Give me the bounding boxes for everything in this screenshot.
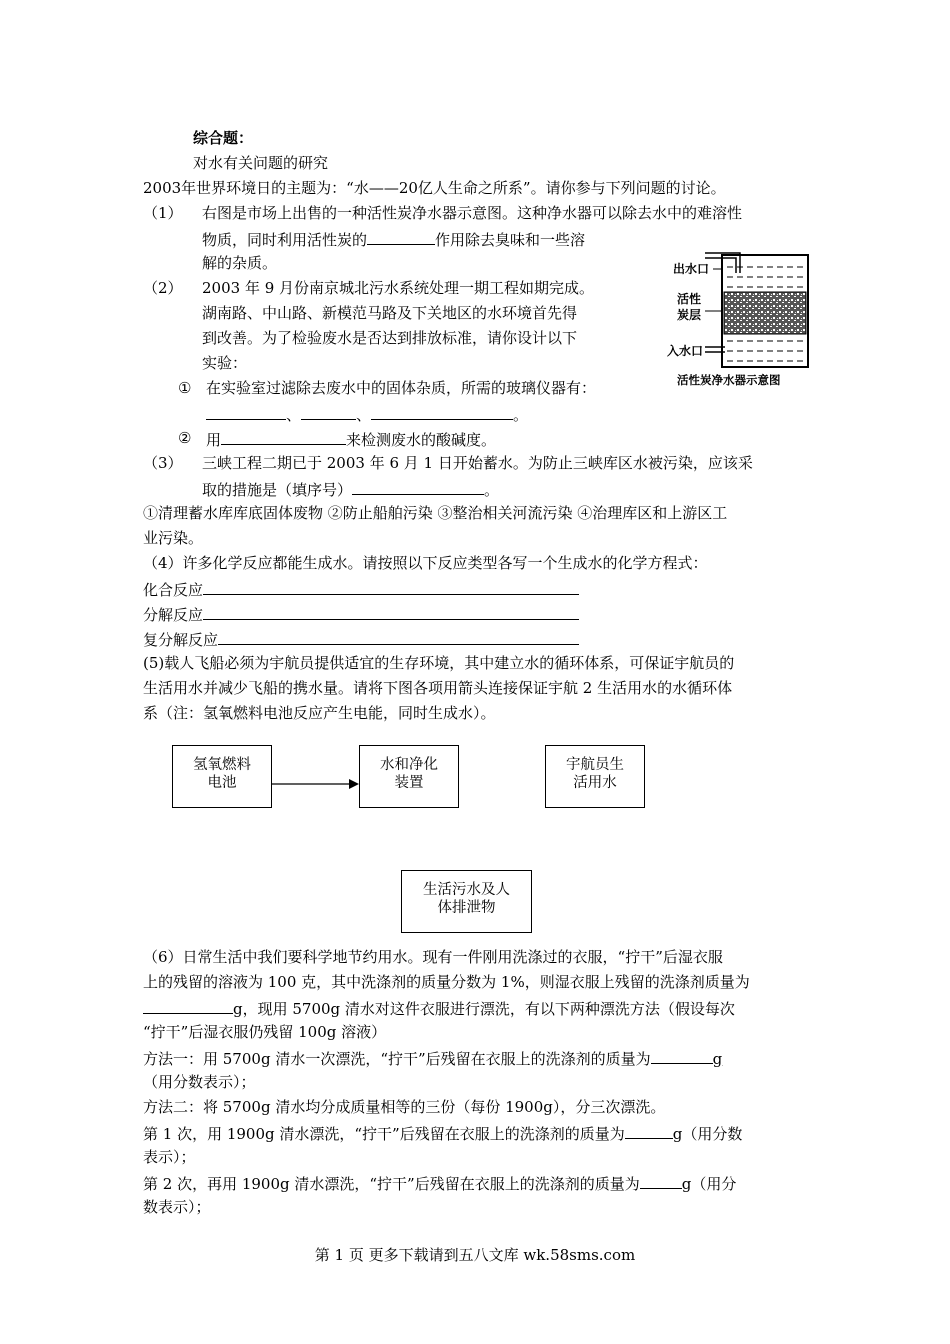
q1-line2-a: 物质，同时利用活性炭的 bbox=[202, 231, 368, 249]
box-water-purifier-line2: 装置 bbox=[394, 775, 424, 791]
end-period-1: 。 bbox=[513, 406, 529, 424]
method1-line bbox=[143, 1047, 722, 1069]
glassware-blank-1[interactable] bbox=[206, 403, 286, 420]
q2-line4: 实验： bbox=[202, 354, 248, 372]
step1-note: 表示）； bbox=[143, 1148, 196, 1166]
label-outlet: 出水口 bbox=[673, 262, 710, 276]
combination-label: 化合反应 bbox=[143, 581, 204, 599]
q3-number: （3） bbox=[143, 454, 183, 472]
double-decomposition-label: 复分解反应 bbox=[143, 631, 219, 649]
method1-b: g bbox=[712, 1050, 723, 1068]
label-carbon-2: 炭层 bbox=[677, 308, 702, 322]
q6-line3-b: g，现用 5700g 清水对这件衣服进行漂洗，有以下两种漂洗方法（假设每次 bbox=[233, 1000, 735, 1018]
q6-line1: （6）日常生活中我们要科学地节约用水。现有一件刚用洗涤过的衣服，“拧干”后湿衣服 bbox=[143, 948, 723, 966]
q5-line2: 生活用水并减少飞船的携水量。请将下图各项用箭头连接保证宇航 2 生活用水的水循环体 bbox=[143, 679, 733, 697]
step1-line bbox=[143, 1122, 742, 1144]
step2-line bbox=[143, 1172, 736, 1194]
page-footer: 第 1 页 更多下载请到五八文库 wk.58sms.com bbox=[314, 1246, 636, 1264]
step1-blank[interactable] bbox=[625, 1122, 673, 1139]
q2-sub1-text: 在实验室过滤除去废水中的固体杂质，所需的玻璃仪器有： bbox=[206, 379, 597, 397]
box-astronaut-water-line2: 活用水 bbox=[573, 775, 617, 791]
q1-line2 bbox=[202, 228, 585, 250]
box-wastewater-line1: 生活污水及人 bbox=[423, 882, 510, 898]
q2-number: （2） bbox=[143, 279, 183, 297]
figure-caption: 活性炭净水器示意图 bbox=[677, 373, 781, 387]
q3-line2-b: 。 bbox=[484, 481, 500, 499]
q2-sub2-text bbox=[206, 428, 496, 450]
box-astronaut-water-line1: 宇航员生 bbox=[566, 757, 624, 773]
q6-line2: 上的残留的溶液为 100 克，其中洗涤剂的质量分数为 1%，则湿衣服上残留的洗涤剂质量为 bbox=[143, 973, 750, 991]
water-purifier-figure bbox=[665, 245, 815, 395]
q5-line1: (5)载人飞船必须为宇航员提供适宜的生存环境，其中建立水的循环体系，可保证宇航员的 bbox=[143, 654, 735, 672]
q2-line2: 湖南路、中山路、新模范马路及下关地区的水环境首先得 bbox=[202, 304, 578, 322]
q5-line3: 系（注：氢氧燃料电池反应产生电能，同时生成水）。 bbox=[143, 704, 496, 722]
step2-b: g（用分 bbox=[681, 1175, 737, 1193]
q4-combination bbox=[143, 578, 579, 600]
method2-line: 方法二：将 5700g 清水均分成质量相等的三份（每份 1900g），分三次漂洗。 bbox=[143, 1098, 666, 1116]
glassware-blank-3[interactable] bbox=[371, 403, 513, 420]
q1-line2-b: 作用除去臭味和一些溶 bbox=[435, 231, 586, 249]
box-fuel-cell-line1: 氢氧燃料 bbox=[193, 757, 251, 773]
box-fuel-cell bbox=[172, 745, 272, 808]
combination-blank[interactable] bbox=[203, 578, 579, 595]
label-carbon-1: 活性 bbox=[677, 292, 702, 306]
box-astronaut-water bbox=[545, 745, 645, 808]
q2-sub2-a: 用 bbox=[206, 431, 222, 449]
label-inlet: 入水口 bbox=[667, 344, 704, 358]
box-wastewater-line2: 体排泄物 bbox=[437, 900, 496, 916]
q3-line2-a: 取的措施是（填序号） bbox=[202, 481, 353, 499]
q4-line1: （4）许多化学反应都能生成水。请按照以下反应类型各写一个生成水的化学方程式： bbox=[143, 554, 708, 572]
step2-note: 数表示）； bbox=[143, 1198, 211, 1216]
box-water-purifier-line1: 水和净化 bbox=[380, 757, 438, 773]
step1-a: 第 1 次，用 1900g 清水漂洗，“拧干”后残留在衣服上的洗涤剂的质量为 bbox=[143, 1125, 625, 1143]
ph-tool-blank[interactable] bbox=[221, 428, 346, 445]
q2-sub2-b: 来检测废水的酸碱度。 bbox=[346, 431, 497, 449]
separator-1: 、 bbox=[286, 406, 302, 424]
q3-options-1: ①清理蓄水库库底固体废物 ②防止船舶污染 ③整治相关河流污染 ④治理库区和上游区工 bbox=[143, 504, 728, 522]
measures-blank[interactable] bbox=[352, 478, 484, 495]
arrow-fuelcell-to-purifier bbox=[271, 777, 361, 791]
q2-line3: 到改善。为了检验废水是否达到排放标准，请你设计以下 bbox=[202, 329, 578, 347]
q2-line1: 2003 年 9 月份南京城北污水系统处理一期工程如期完成。 bbox=[202, 279, 595, 297]
q4-double bbox=[143, 628, 579, 650]
q1-blank-adsorption[interactable] bbox=[367, 228, 435, 245]
section-heading: 综合题： bbox=[193, 129, 254, 147]
q4-decomposition bbox=[143, 603, 579, 625]
carbon-layer bbox=[724, 292, 806, 334]
intro-text: 2003年世界环境日的主题为：“水——20亿人生命之所系”。请你参与下列问题的讨论。 bbox=[143, 179, 726, 197]
section-subtitle: 对水有关问题的研究 bbox=[193, 154, 329, 172]
q3-line2 bbox=[202, 478, 499, 500]
method1-a: 方法一：用 5700g 清水一次漂洗，“拧干”后残留在衣服上的洗涤剂的质量为 bbox=[143, 1050, 651, 1068]
q1-line1: 右图是市场上出售的一种活性炭净水器示意图。这种净水器可以除去水中的难溶性 bbox=[202, 204, 743, 222]
glassware-blank-2[interactable] bbox=[301, 403, 356, 420]
q3-options-2: 业污染。 bbox=[143, 529, 204, 547]
detergent-mass-blank[interactable] bbox=[143, 997, 233, 1014]
box-fuel-cell-line2: 电池 bbox=[207, 775, 237, 791]
q1-line3: 解的杂质。 bbox=[202, 254, 278, 272]
q2-sub1-number: ① bbox=[178, 379, 192, 397]
box-wastewater bbox=[401, 870, 532, 933]
q3-line1: 三峡工程二期已于 2003 年 6 月 1 日开始蓄水。为防止三峡库区水被污染，应该采 bbox=[202, 454, 753, 472]
method1-note: （用分数表示）； bbox=[143, 1073, 256, 1091]
step1-b: g（用分数 bbox=[672, 1125, 743, 1143]
double-decomposition-blank[interactable] bbox=[218, 628, 579, 645]
q2-sub2-number: ② bbox=[178, 429, 192, 447]
box-water-purifier bbox=[359, 745, 459, 808]
step2-blank[interactable] bbox=[640, 1172, 682, 1189]
method1-blank[interactable] bbox=[651, 1047, 713, 1064]
q2-sub1-blanks bbox=[206, 403, 528, 425]
q1-number: （1） bbox=[143, 204, 183, 222]
step2-a: 第 2 次，再用 1900g 清水漂洗，“拧干”后残留在衣服上的洗涤剂的质量为 bbox=[143, 1175, 640, 1193]
q6-line4: “拧干”后湿衣服仍残留 100g 溶液） bbox=[143, 1023, 387, 1041]
q6-line3 bbox=[143, 997, 735, 1019]
decomposition-blank[interactable] bbox=[203, 603, 579, 620]
separator-2: 、 bbox=[356, 406, 372, 424]
decomposition-label: 分解反应 bbox=[143, 606, 204, 624]
